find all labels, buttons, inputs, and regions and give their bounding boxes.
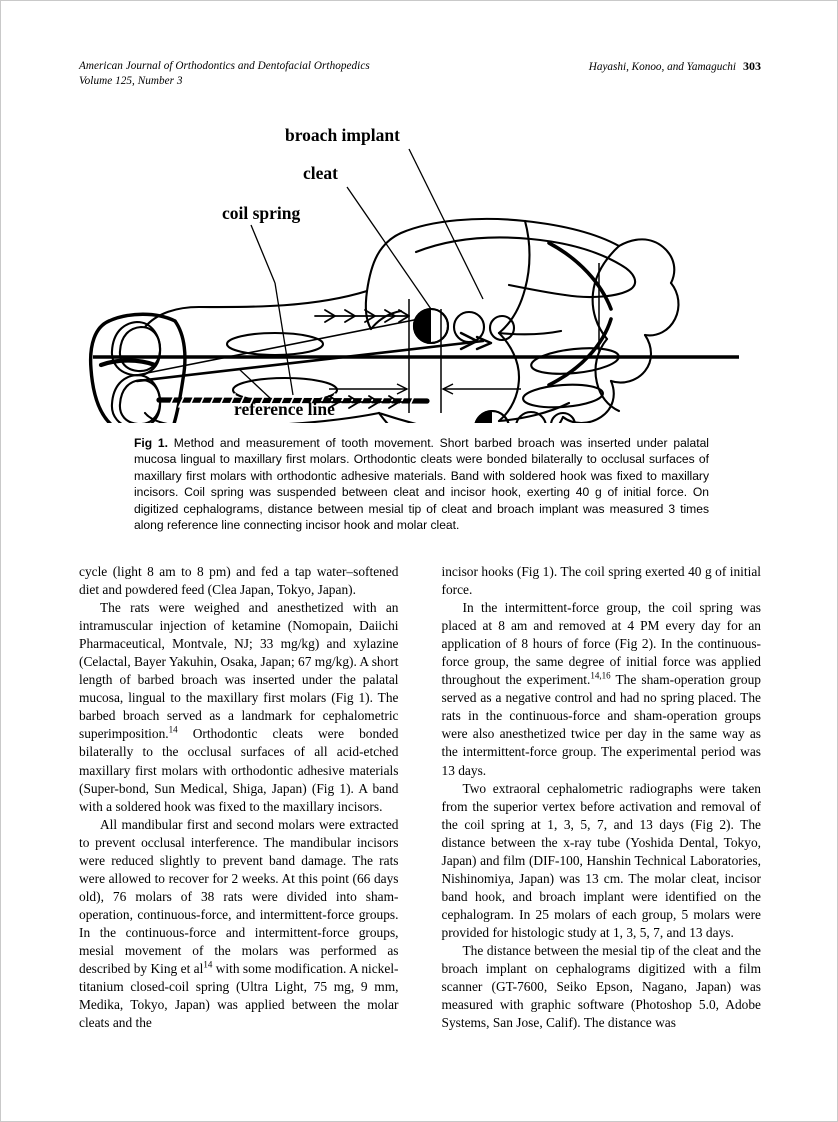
figure-1-artwork — [79, 113, 761, 423]
citation-superscript: 14 — [168, 724, 178, 735]
body-paragraph: The distance between the mesial tip of the cleat and the broach implant on cephalograms digitized with a film scanner (GT-7600, Seiko Epson, Nagano, Japan) was measured with graphic software (Photoshop 5.0, Adobe Systems, San Jose, Calif). The distance was — [441, 942, 761, 1031]
figure-label-coil-spring: coil spring — [222, 203, 301, 223]
body-paragraph: incisor hooks (Fig 1). The coil spring exerted 40 g of initial force. — [441, 564, 761, 598]
body-paragraph: cycle (light 8 am to 8 pm) and fed a tap water–softened diet and powdered feed (Clea Japan, Tokyo, Japan). — [79, 564, 399, 598]
figure-caption — [134, 435, 709, 533]
figure-label-broach-implant: broach implant — [285, 125, 400, 145]
author-names: Hayashi, Konoo, and Yamaguchi — [588, 61, 736, 73]
right-column — [442, 563, 762, 1068]
body-paragraph: In the intermittent-force group, the coil spring was placed at 8 am and removed at 4 PM every day for an application of 8 hours of force (Fig 2). In the continuous-force group, the same degree of initial force was applied throughout the experiment.$^{14,16}$ The sham-operation group served as a negative control and had no spring placed. The rats in the continuous-force and sham-operation groups were also anesthetized twice per day in the same way as the intermittent-force group. The experimental period was 13 days. — [441, 600, 762, 778]
citation-superscript: 14,16 — [590, 670, 611, 681]
body-paragraph: All mandibular first and second molars were extracted to prevent occlusal interference. The mandibular incisors were reduced slightly to prevent band damage. The rats were allowed to recover for 2 weeks. At this point (66 days old), 76 molars of 38 rats were divided into sham-operation, continuous-force, and intermittent-force groups. In the continuous-force and intermittent-force groups, mesial movement of the molars was performed as described by King et $al^{14}$ with some modification. A nickel-titanium closed-coil spring (Ultra Light, 75 mg, 9 mm, Medika, Tokyo, Japan) was applied between the molar cleats and the — [79, 816, 399, 1031]
figure-label-cleat: cleat — [303, 163, 338, 183]
citation-superscript: 14 — [203, 959, 213, 970]
journal-title-line1: American Journal of Orthodontics and Dentofacial Orthopedics — [79, 60, 370, 72]
body-paragraph: The rats were weighed and anesthetized with an intramuscular injection of ketamine (Nomopain, Daiichi Pharmaceutical, Montvale, NJ; 33 mg/kg) and xylazine (Celactal, Bayer Yakuhin, Osaka, Japan; 67 mg/kg). A short length of barbed broach was inserted under the palatal mucosa, lingual to the maxillary first molars (Fig 1). The barbed broach served as a landmark for cephalometric superimposition.$^{14}$ Orthodontic cleats were bonded bilaterally to the occlusal surfaces of all acid-etched maxillary first molars with orthodontic adhesive materials (Super-bond, Sun Medical, Shiga, Japan) (Fig 1). A band with a soldered hook was fixed to the maxillary incisors. — [79, 600, 399, 814]
journal-volume-issue: Volume 125, Number 3 — [79, 75, 183, 87]
left-column — [79, 563, 399, 1068]
body-paragraph: Two extraoral cephalometric radiographs were taken from the superior vertex before activation and removal of the coil spring at 1, 3, 5, 7, and 13 days (Fig 2). The distance between the x-ray tube (Yoshida Dental, Tokyo, Japan) and film (DIF-100, Hanshin Technical Laboratories, Nishinomiya, Japan) was 13 cm. The molar cleat, incisor band hook, and broach implant were identified on the cephalogram. In 25 molars of each group, 5 molars were provided for histologic study at 1, 3, 5, 7, and 13 days. — [441, 780, 761, 940]
figure-caption-label: Fig 1. — [134, 436, 168, 450]
page-number: 303 — [743, 59, 761, 73]
figure-caption-text: Method and measurement of tooth movement. Short barbed broach was inserted under palatal mucosa lingual to maxillary first molars. Orthodontic cleats were bonded bilaterally to occlusal surfaces of maxillary first molars with orthodontic adhesive materials. Band with soldered hook was fixed to maxillary incisors. Coil spring was suspended between cleat and incisor hook, exerting 40 g of initial force. On digitized cephalograms, distance between mesial tip of cleat and broach implant was measured 3 times along reference line connecting incisor hook and molar cleat. — [134, 436, 709, 533]
running-head — [79, 59, 761, 93]
journal-title — [79, 59, 370, 89]
running-head-right — [589, 59, 761, 75]
body-columns — [79, 563, 761, 1068]
figure-1 — [79, 113, 761, 533]
figure-label-reference-line: reference line — [234, 399, 335, 419]
